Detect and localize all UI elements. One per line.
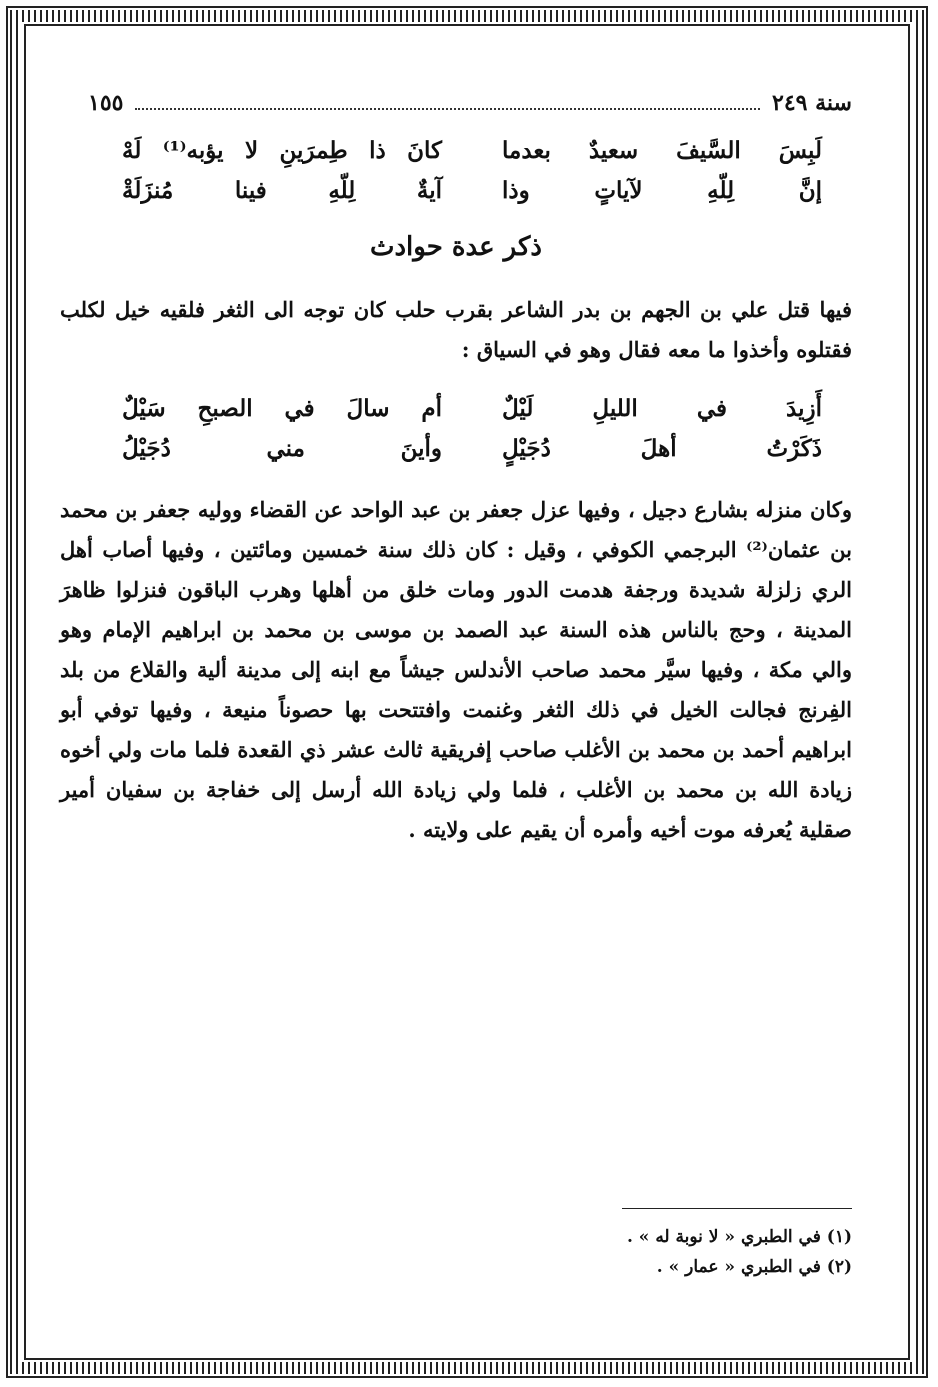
verse-line (122, 428, 822, 468)
verse-block-2 (122, 388, 822, 468)
page-number: ١٥٥ (88, 90, 124, 116)
year-label: سنة ٢٤٩ (772, 90, 852, 116)
verse-block-1 (122, 130, 822, 210)
hemistich-right: ذَكَرْتُ أهلَ دُجَيْلٍ (502, 434, 822, 462)
footnote-1: (١) في الطبري « لا نوبة له » . (626, 1227, 852, 1247)
footnote-rule (622, 1208, 852, 1209)
hemistich-left: آيةٌ لِلّهِ فينا مُنزَلَةْ (122, 176, 442, 204)
dot-leader (135, 108, 760, 110)
paragraph-text: وكان منزله بشارع دجيل ، وفيها عزل جعفر بن عبد الواحد عن القضاء ووليه جعفر بن محمد بن عثمان⁽²⁾ البرجمي الكوفي ، وقيل : كان ذلك سنة خمسين ومائتين ، وفيها أصاب أهل الري زلزلة شديدة ورجفة هدمت الدور ومات خلق من أهلها وهرب الباقون فنزلوا ظاهرَ المدينة ، وحج بالناس هذه السنة عبد الصمد بن موسى بن محمد بن ابراهيم الإمام وهو والي مكة ، وفيها سيَّر محمد صاحب الأندلس جيشاً مع ابنه إلى مدينة ألية والقلاع من بلد الفِرنج فجالت الخيل في ذلك الثغر وغنمت وافتتحت بها حصوناً منيعة ، وفيها توفي أبو ابراهيم أحمد بن محمد بن الأغلب صاحب إفريقية ثالث عشر ذي القعدة فلما مات ولي أخوه زيادة الله بن محمد بن الأغلب ، فلما ولي زيادة الله أرسل إلى خفاجة بن سفيان أمير صقلية يُعرفه موت أخيه وأمره أن يقيم على ولايته . (60, 497, 852, 842)
paragraph-2 (60, 490, 852, 850)
hemistich-left: كانَ ذا طِمرَينِ لا يؤبه⁽¹⁾ لَهْ (122, 136, 442, 164)
page-body (60, 70, 852, 1330)
footnote-2: (٢) في الطبري « عمار » . (656, 1257, 852, 1277)
hemistich-left: أم سالَ في الصبحِ سَيْلٌ (122, 394, 442, 422)
footnotes (627, 1222, 852, 1282)
paragraph-1 (60, 290, 852, 370)
hemistich-right: لَبِسَ السَّيفَ سعيدٌ بعدما (502, 136, 822, 164)
hemistich-right: إنَّ لِلّهِ لآياتٍ وذا (502, 176, 822, 204)
hemistich-left: وأينَ مني دُجَيْلُ (122, 434, 442, 462)
verse-line (122, 388, 822, 428)
hemistich-right: أَزِيدَ في الليلِ لَيْلٌ (502, 394, 822, 422)
verse-line (122, 130, 822, 170)
paragraph-text: فيها قتل علي بن الجهم بن بدر الشاعر بقرب حلب كان توجه الى الثغر فلقيه خيل لكلب فقتلوه وأخذوا ما معه فقال وهو في السياق : (60, 297, 852, 362)
section-title: ذكر عدة حوادث (370, 232, 542, 262)
running-head (88, 88, 852, 118)
verse-line (122, 170, 822, 210)
